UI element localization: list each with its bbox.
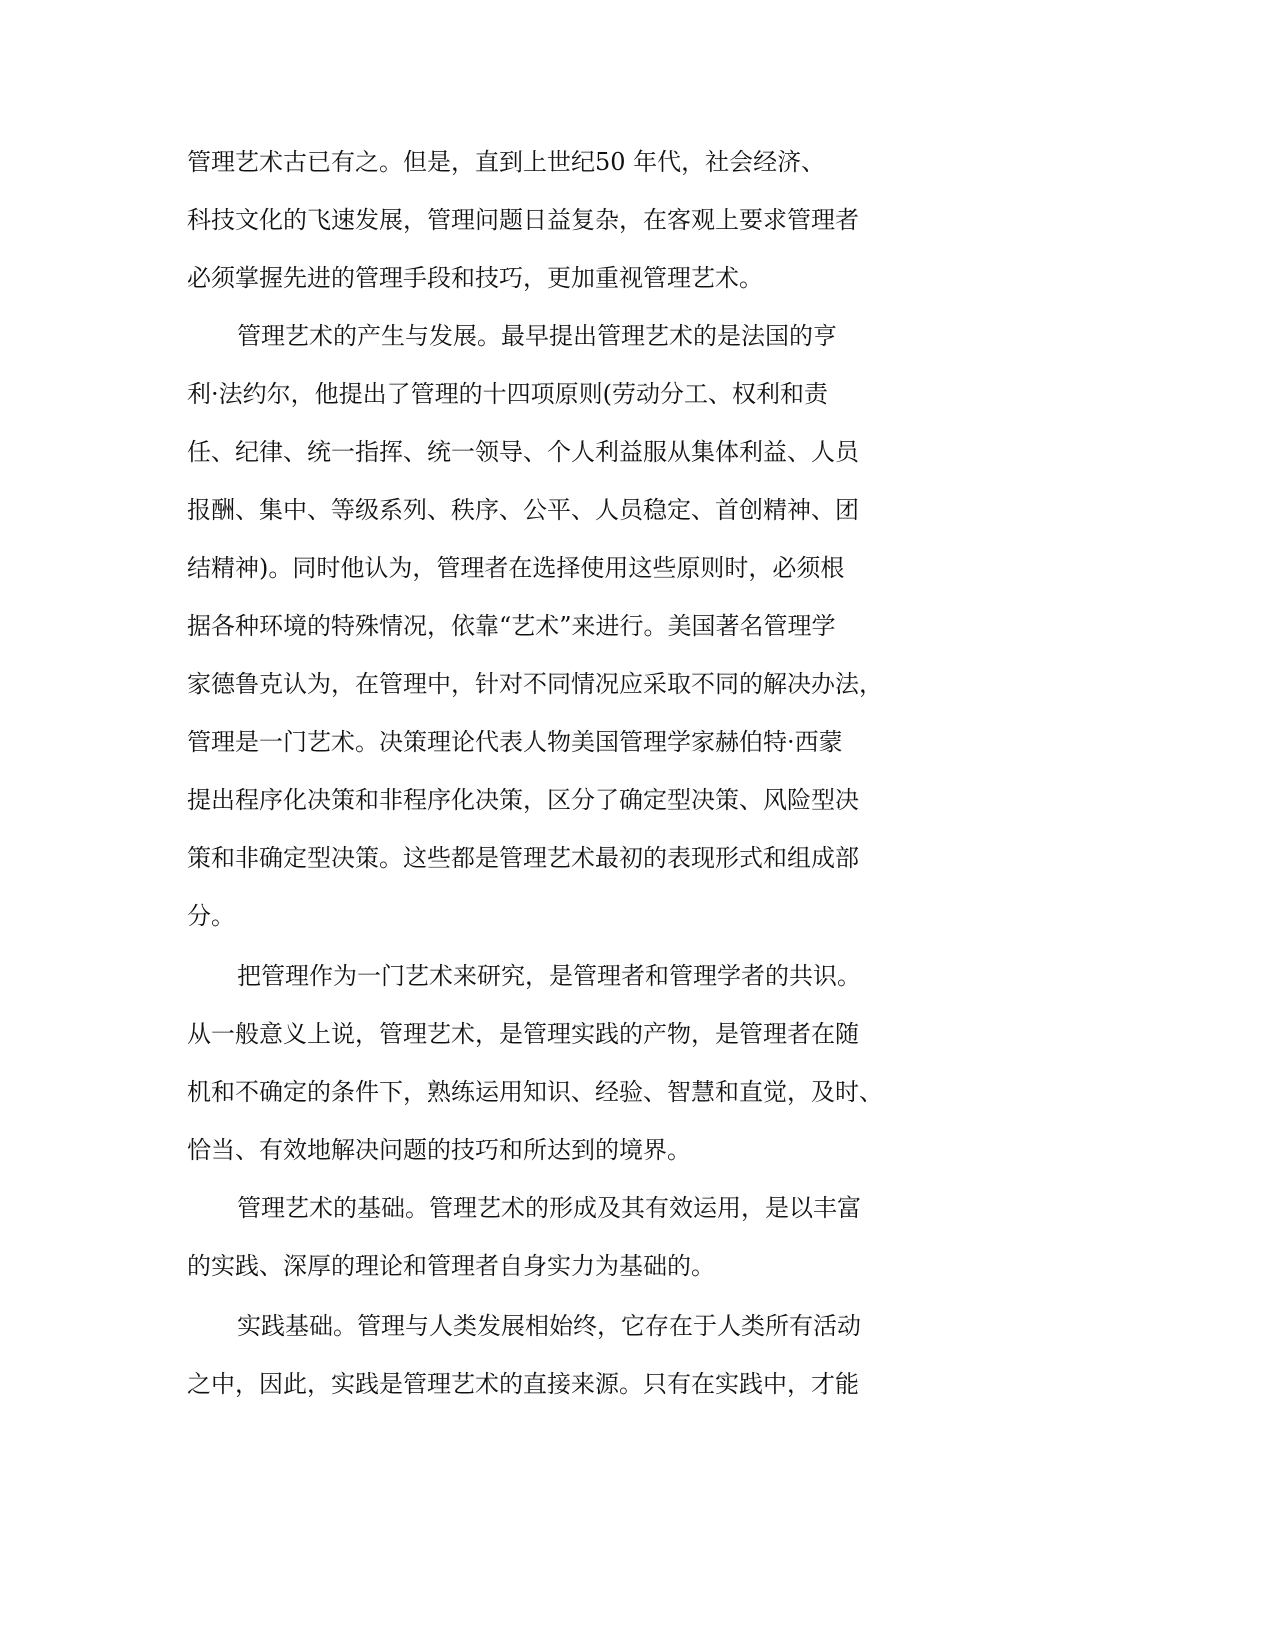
text-line-13: 策和非确定型决策。这些都是管理艺术最初的表现形式和组成部: [187, 844, 859, 872]
text-line-7: 报酬、集中、等级系列、秩序、公平、人员稳定、首创精神、团: [187, 496, 859, 524]
text-line-5: 利·法约尔，他提出了管理的十四项原则(劳动分工、权利和责: [187, 380, 828, 408]
text-line-2: 科技文化的飞速发展，管理问题日益复杂，在客观上要求管理者: [187, 206, 859, 234]
text-line-15: 把管理作为一门艺术来研究，是管理者和管理学者的共识。: [237, 962, 861, 990]
text-line-20: 的实践、深厚的理论和管理者自身实力为基础的。: [187, 1252, 715, 1280]
text-line-16: 从一般意义上说，管理艺术，是管理实践的产物，是管理者在随: [187, 1020, 859, 1048]
text-line-10: 家德鲁克认为，在管理中，针对不同情况应采取不同的解决办法，: [187, 670, 883, 698]
text-line-17: 机和不确定的条件下，熟练运用知识、经验、智慧和直觉，及时、: [187, 1078, 883, 1106]
text-line-12: 提出程序化决策和非程序化决策，区分了确定型决策、风险型决: [187, 786, 859, 814]
text-line-8: 结精神)。同时他认为，管理者在选择使用这些原则时，必须根: [187, 554, 845, 582]
text-line-14: 分。: [187, 902, 235, 930]
text-line-1: 管理艺术古已有之。但是，直到上世纪50 年代，社会经济、: [187, 148, 826, 176]
text-line-21: 实践基础。管理与人类发展相始终，它存在于人类所有活动: [237, 1312, 861, 1340]
text-line-22: 之中，因此，实践是管理艺术的直接来源。只有在实践中，才能: [187, 1370, 859, 1398]
text-line-18: 恰当、有效地解决问题的技巧和所达到的境界。: [187, 1136, 691, 1164]
text-line-6: 任、纪律、统一指挥、统一领导、个人利益服从集体利益、人员: [187, 438, 859, 466]
text-line-19: 管理艺术的基础。管理艺术的形成及其有效运用，是以丰富: [237, 1194, 861, 1222]
text-line-9: 据各种环境的特殊情况，依靠“艺术”来进行。美国著名管理学: [187, 612, 836, 640]
text-line-3: 必须掌握先进的管理手段和技巧，更加重视管理艺术。: [187, 264, 763, 292]
text-line-4: 管理艺术的产生与发展。最早提出管理艺术的是法国的亨: [237, 322, 837, 350]
text-line-11: 管理是一门艺术。决策理论代表人物美国管理学家赫伯特·西蒙: [187, 728, 843, 756]
